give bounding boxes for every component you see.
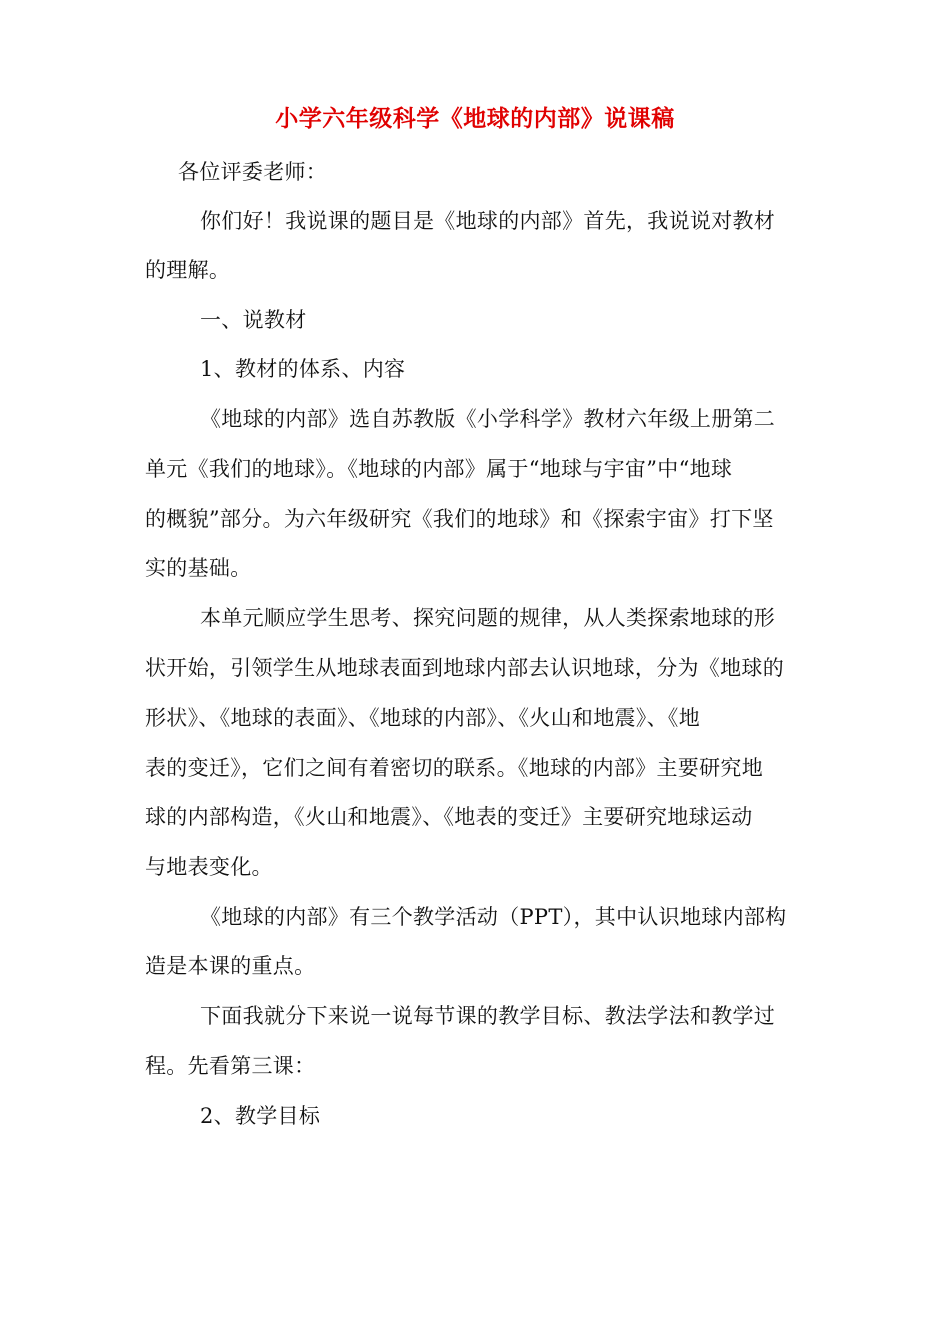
- subsection-heading: 2、教学目标: [200, 1104, 321, 1128]
- paragraph-line: 形状》、《地球的表面》、《地球的内部》、《火山和地震》、《地: [145, 706, 700, 730]
- salutation: 各位评委老师：: [178, 160, 328, 184]
- paragraph-line: 的理解。: [145, 258, 231, 282]
- paragraph-line: 下面我就分下来说一说每节课的教学目标、教法学法和教学过: [200, 1004, 776, 1028]
- paragraph-line: 《地球的内部》选自苏教版《小学科学》教材六年级上册第二: [200, 407, 776, 431]
- paragraph-line: 球的内部构造，《火山和地震》、《地表的变迁》主要研究地球运动: [145, 805, 753, 829]
- paragraph-line: 《地球的内部》有三个教学活动（PPT），其中认识地球内部构: [200, 905, 787, 929]
- paragraph-line: 表的变迁》，它们之间有着密切的联系。《地球的内部》主要研究地: [145, 756, 763, 780]
- paragraph-line: 单元《我们的地球》。《地球的内部》属于“地球与宇宙”中“地球: [145, 457, 733, 481]
- paragraph-line: 与地表变化。: [145, 855, 273, 879]
- paragraph-line: 本单元顺应学生思考、探究问题的规律，从人类探索地球的形: [200, 606, 776, 630]
- paragraph-line: 实的基础。: [145, 556, 252, 580]
- paragraph-line: 程。先看第三课：: [145, 1054, 316, 1078]
- document-title: 小学六年级科学《地球的内部》说课稿: [275, 106, 675, 132]
- paragraph-line: 你们好！我说课的题目是《地球的内部》首先，我说说对教材: [200, 209, 776, 233]
- subsection-heading: 1、教材的体系、内容: [200, 357, 406, 381]
- paragraph-line: 造是本课的重点。: [145, 954, 316, 978]
- paragraph-line: 的概貌”部分。为六年级研究《我们的地球》和《探索宇宙》打下坚: [145, 507, 774, 531]
- paragraph-line: 状开始，引领学生从地球表面到地球内部去认识地球，分为《地球的: [145, 656, 784, 680]
- section-heading: 一、说教材: [200, 308, 307, 332]
